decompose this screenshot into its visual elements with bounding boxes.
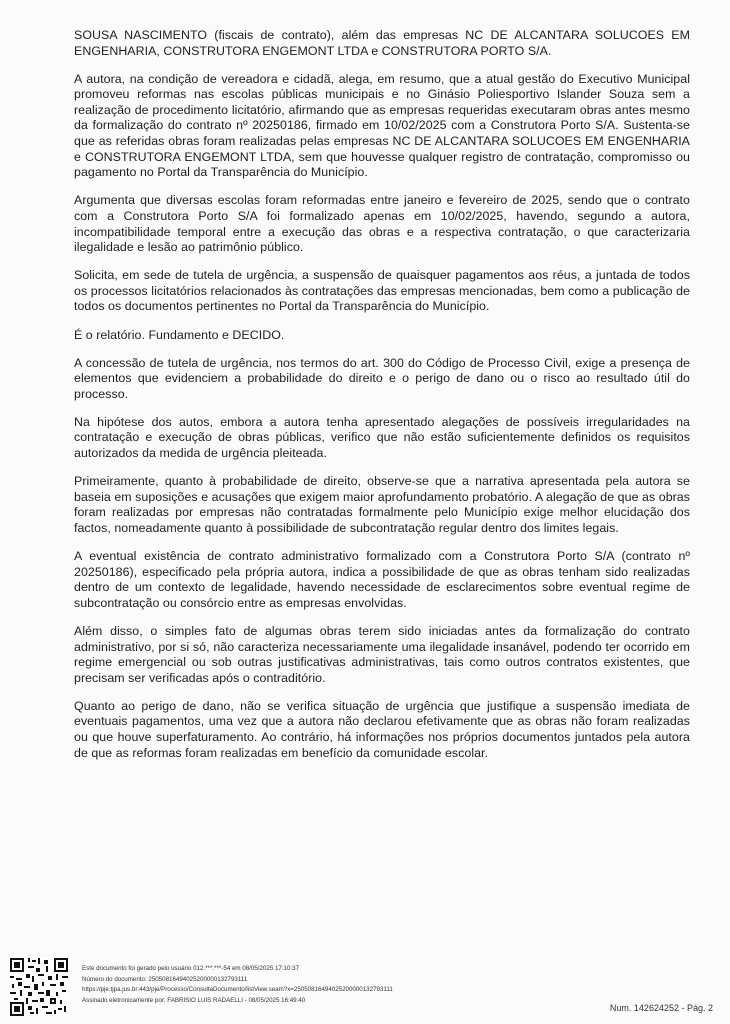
document-footer [10, 958, 715, 1018]
footer-metadata [82, 964, 393, 1006]
qr-code-icon [10, 958, 68, 1016]
paragraph: Argumenta que diversas escolas foram reformadas entre janeiro e fevereiro de 2025, sendo que o contrato com a Construtora Porto S/A foi formalizado apenas em 10/02/2025, havendo, segundo a autora, incompatibilidade temporal entre a execução das obras e a respectiva contratação, o que caracterizaria ilegalidade e lesão ao patrimônio público. [74, 193, 690, 255]
document-body [74, 28, 690, 774]
paragraph: Quanto ao perigo de dano, não se verifica situação de urgência que justifique a suspensão imediata de eventuais pagamentos, uma vez que a autora não declarou efetivamente que as obras não foram realizadas ou que houve superfaturamento. Ao contrário, há informações nos próprios documentos juntados pela autora de que as reformas foram realizadas em benefício da comunidade escolar. [74, 698, 690, 760]
paragraph: SOUSA NASCIMENTO (fiscais de contrato), além das empresas NC DE ALCANTARA SOLUCOES EM ENGENHARIA, CONSTRUTORA ENGEMONT LTDA e CONSTRUTORA PORTO S/A. [74, 28, 690, 58]
footer-signed: Assinado eletronicamente por: FABRISIO LUIS RADAELLI - 08/05/2025 16:49:40 [82, 996, 306, 1004]
paragraph: A autora, na condição de vereadora e cidadã, alega, em resumo, que a atual gestão do Executivo Municipal promoveu reformas nas escolas públicas municipais e no Ginásio Poliesportivo Islander Souza sem a realização de procedimento licitatório, afirmando que as empresas requeridas executaram obras antes mesmo da formalização do contrato nº 20250186, firmado em 10/02/2025 com a Construtora Porto S/A. Sustenta-se que as referidas obras foram realizadas pelas empresas NC DE ALCANTARA SOLUCOES EM ENGENHARIA e CONSTRUTORA ENGEMONT LTDA, sem que houvesse qualquer registro de contratação, compromisso ou pagamento no Portal da Transparência do Município. [74, 71, 690, 180]
footer-url[interactable]: https://pje.tjpa.jus.br:443/pje/Processo/ConsultaDocumento/listView.seam?x=25050816494025200000132793111 [82, 986, 393, 993]
paragraph: Solicita, em sede de tutela de urgência, a suspensão de quaisquer pagamentos aos réus, a juntada de todos os processos licitatórios relacionados às contratações das empresas mencionadas, bem como a publicação de todos os documentos pertinentes no Portal da Transparência do Município. [74, 268, 690, 314]
paragraph: Além disso, o simples fato de algumas obras terem sido iniciadas antes da formalização do contrato administrativo, por si só, não caracteriza necessariamente uma ilegalidade insanável, podendo ter ocorrido em regime emergencial ou sob outras justificativas administrativas, tais como outros contratos existentes, que precisam ser verificadas após o contraditório. [74, 623, 690, 685]
paragraph: A eventual existência de contrato administrativo formalizado com a Construtora Porto S/A (contrato nº 20250186), especificado pela própria autora, indica a possibilidade de que as obras tenham sido realizadas dentro de um contexto de legalidade, havendo necessidade de esclarecimentos sobre eventual regime de subcontratação ou consórcio entre as empresas envolvidas. [74, 549, 690, 610]
page-number: Num. 142624252 - Pág. 2 [609, 1003, 713, 1013]
paragraph: É o relatório. Fundamento e DECIDO. [74, 327, 285, 342]
paragraph: A concessão de tutela de urgência, nos termos do art. 300 do Código de Processo Civil, exige a presença de elementos que evidenciem a probabilidade do direito e o perigo de dano ou o risco ao resultado útil do processo. [74, 355, 690, 401]
paragraph: Primeiramente, quanto à probabilidade de direito, observe-se que a narrativa apresentada pela autora se baseia em suposições e acusações que exigem maior aprofundamento probatório. A alegação de que as obras foram realizadas por empresas não contratadas formalmente pelo Município exige melhor elucidação dos factos, nomeadamente quanto à possibilidade de subcontratação regular dentro dos limites legais. [74, 474, 690, 535]
footer-doc-number: Número do documento: 25050816494025200000132793111 [82, 975, 248, 983]
paragraph: Na hipótese dos autos, embora a autora tenha apresentado alegações de possíveis irregularidades na contratação e execução de obras públicas, verifico que não estão suficientemente definidos os requisitos autorizados da medida de urgência pleiteada. [74, 414, 690, 461]
footer-generated: Este documento foi gerado pelo usuário 012.***.***-54 em 08/05/2025 17:10:37 [82, 965, 300, 972]
